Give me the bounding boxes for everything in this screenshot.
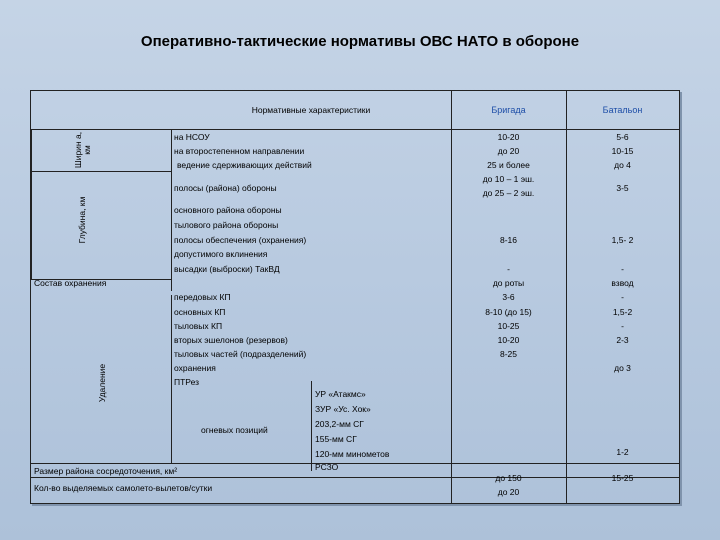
row-label: передовых КП — [174, 292, 231, 302]
brigade-value: 10-20 — [497, 132, 520, 142]
footer-brigade-value: до 20 — [497, 487, 520, 497]
fire-item: 203,2-мм СГ — [315, 419, 364, 429]
battalion-value: до 3 — [614, 363, 631, 373]
group-distance-label: Удаление — [97, 363, 107, 403]
battalion-value: 1,5-2 — [612, 307, 633, 317]
group-composition-label: Состав охранения — [34, 278, 107, 288]
brigade-value: до 10 – 1 эш. — [482, 174, 535, 184]
brigade-value: 8-16 — [499, 235, 517, 245]
battalion-value: 5-6 — [616, 132, 629, 142]
fire-battalion-value: 1-2 — [616, 447, 629, 457]
row-label: тыловых КП — [174, 321, 223, 331]
group-divider-width — [31, 171, 171, 172]
row-label: полосы (района) обороны — [174, 183, 277, 193]
battalion-value: до 4 — [614, 160, 631, 170]
battalion-value: 10-15 — [611, 146, 634, 156]
battalion-value: - — [621, 292, 624, 302]
norms-table — [30, 90, 680, 504]
row-label: основного района обороны — [174, 205, 282, 215]
footer-label: Размер района сосредоточения, км² — [34, 466, 178, 476]
footer-battalion-value: 15-25 — [611, 473, 634, 483]
footer-brigade-value: до 150 — [495, 473, 522, 483]
brigade-value: 8-25 — [499, 349, 517, 359]
fire-item: РСЗО — [315, 462, 339, 472]
brigade-value: 10-25 — [497, 321, 520, 331]
brigade-value: до 25 – 2 эш. — [482, 188, 535, 198]
row-label: ПТРез — [174, 377, 200, 387]
brigade-value: 10-20 — [497, 335, 520, 345]
battalion-value: 2-3 — [616, 335, 629, 345]
label-col-divider-upper — [171, 129, 172, 291]
brigade-value: до 20 — [497, 146, 520, 156]
header-battalion: Батальон — [602, 105, 643, 115]
row-label: ведение сдерживающих действий — [177, 160, 312, 170]
battalion-value: - — [621, 264, 624, 274]
row-label: охранения — [174, 363, 216, 373]
row-label: допустимого вклинения — [174, 249, 268, 259]
fire-item: УР «Атакмс» — [315, 389, 366, 399]
group-col-border-left — [31, 129, 32, 279]
brigade-value: - — [507, 264, 510, 274]
brigade-value: 3-6 — [502, 292, 515, 302]
page-title: Оперативно-тактические нормативы ОВС НАТО в обороне — [140, 33, 580, 50]
fire-item: 120-мм минометов — [315, 449, 390, 459]
fire-item: ЗУР «Ус. Хок» — [315, 404, 371, 414]
row-label: полосы обеспечения (охранения) — [174, 235, 307, 245]
fire-item: 155-мм СГ — [315, 434, 357, 444]
row-label: высадки (выброски) ТакВД — [174, 264, 280, 274]
fire-subcol-divider — [311, 381, 312, 471]
brigade-value: 8-10 (до 15) — [485, 307, 532, 317]
row-label: тыловых частей (подразделений) — [174, 349, 307, 359]
group-width-label: Ширин а, км — [73, 131, 92, 169]
header-brigade: Бригада — [491, 105, 526, 115]
row-label: на второстепенном направлении — [174, 146, 305, 156]
label-col-divider-lower — [171, 295, 172, 463]
fire-positions-label: огневых позиций — [201, 425, 268, 435]
battalion-value: 3-5 — [616, 183, 629, 193]
brigade-value: до роты — [492, 278, 525, 288]
group-depth-label: Глубина, км — [77, 196, 87, 244]
row-label: на НСОУ — [174, 132, 210, 142]
header-characteristics: Нормативные характеристики — [251, 105, 371, 115]
battalion-value: взвод — [611, 278, 634, 288]
row-label: вторых эшелонов (резервов) — [174, 335, 288, 345]
footer-label: Кол-во выделяемых самолето-вылетов/сутки — [34, 483, 213, 493]
battalion-value: - — [621, 321, 624, 331]
brigade-value: 25 и более — [487, 160, 530, 170]
row-label: основных КП — [174, 307, 226, 317]
row-label: тылового района обороны — [174, 220, 279, 230]
battalion-value: 1,5- 2 — [611, 235, 634, 245]
